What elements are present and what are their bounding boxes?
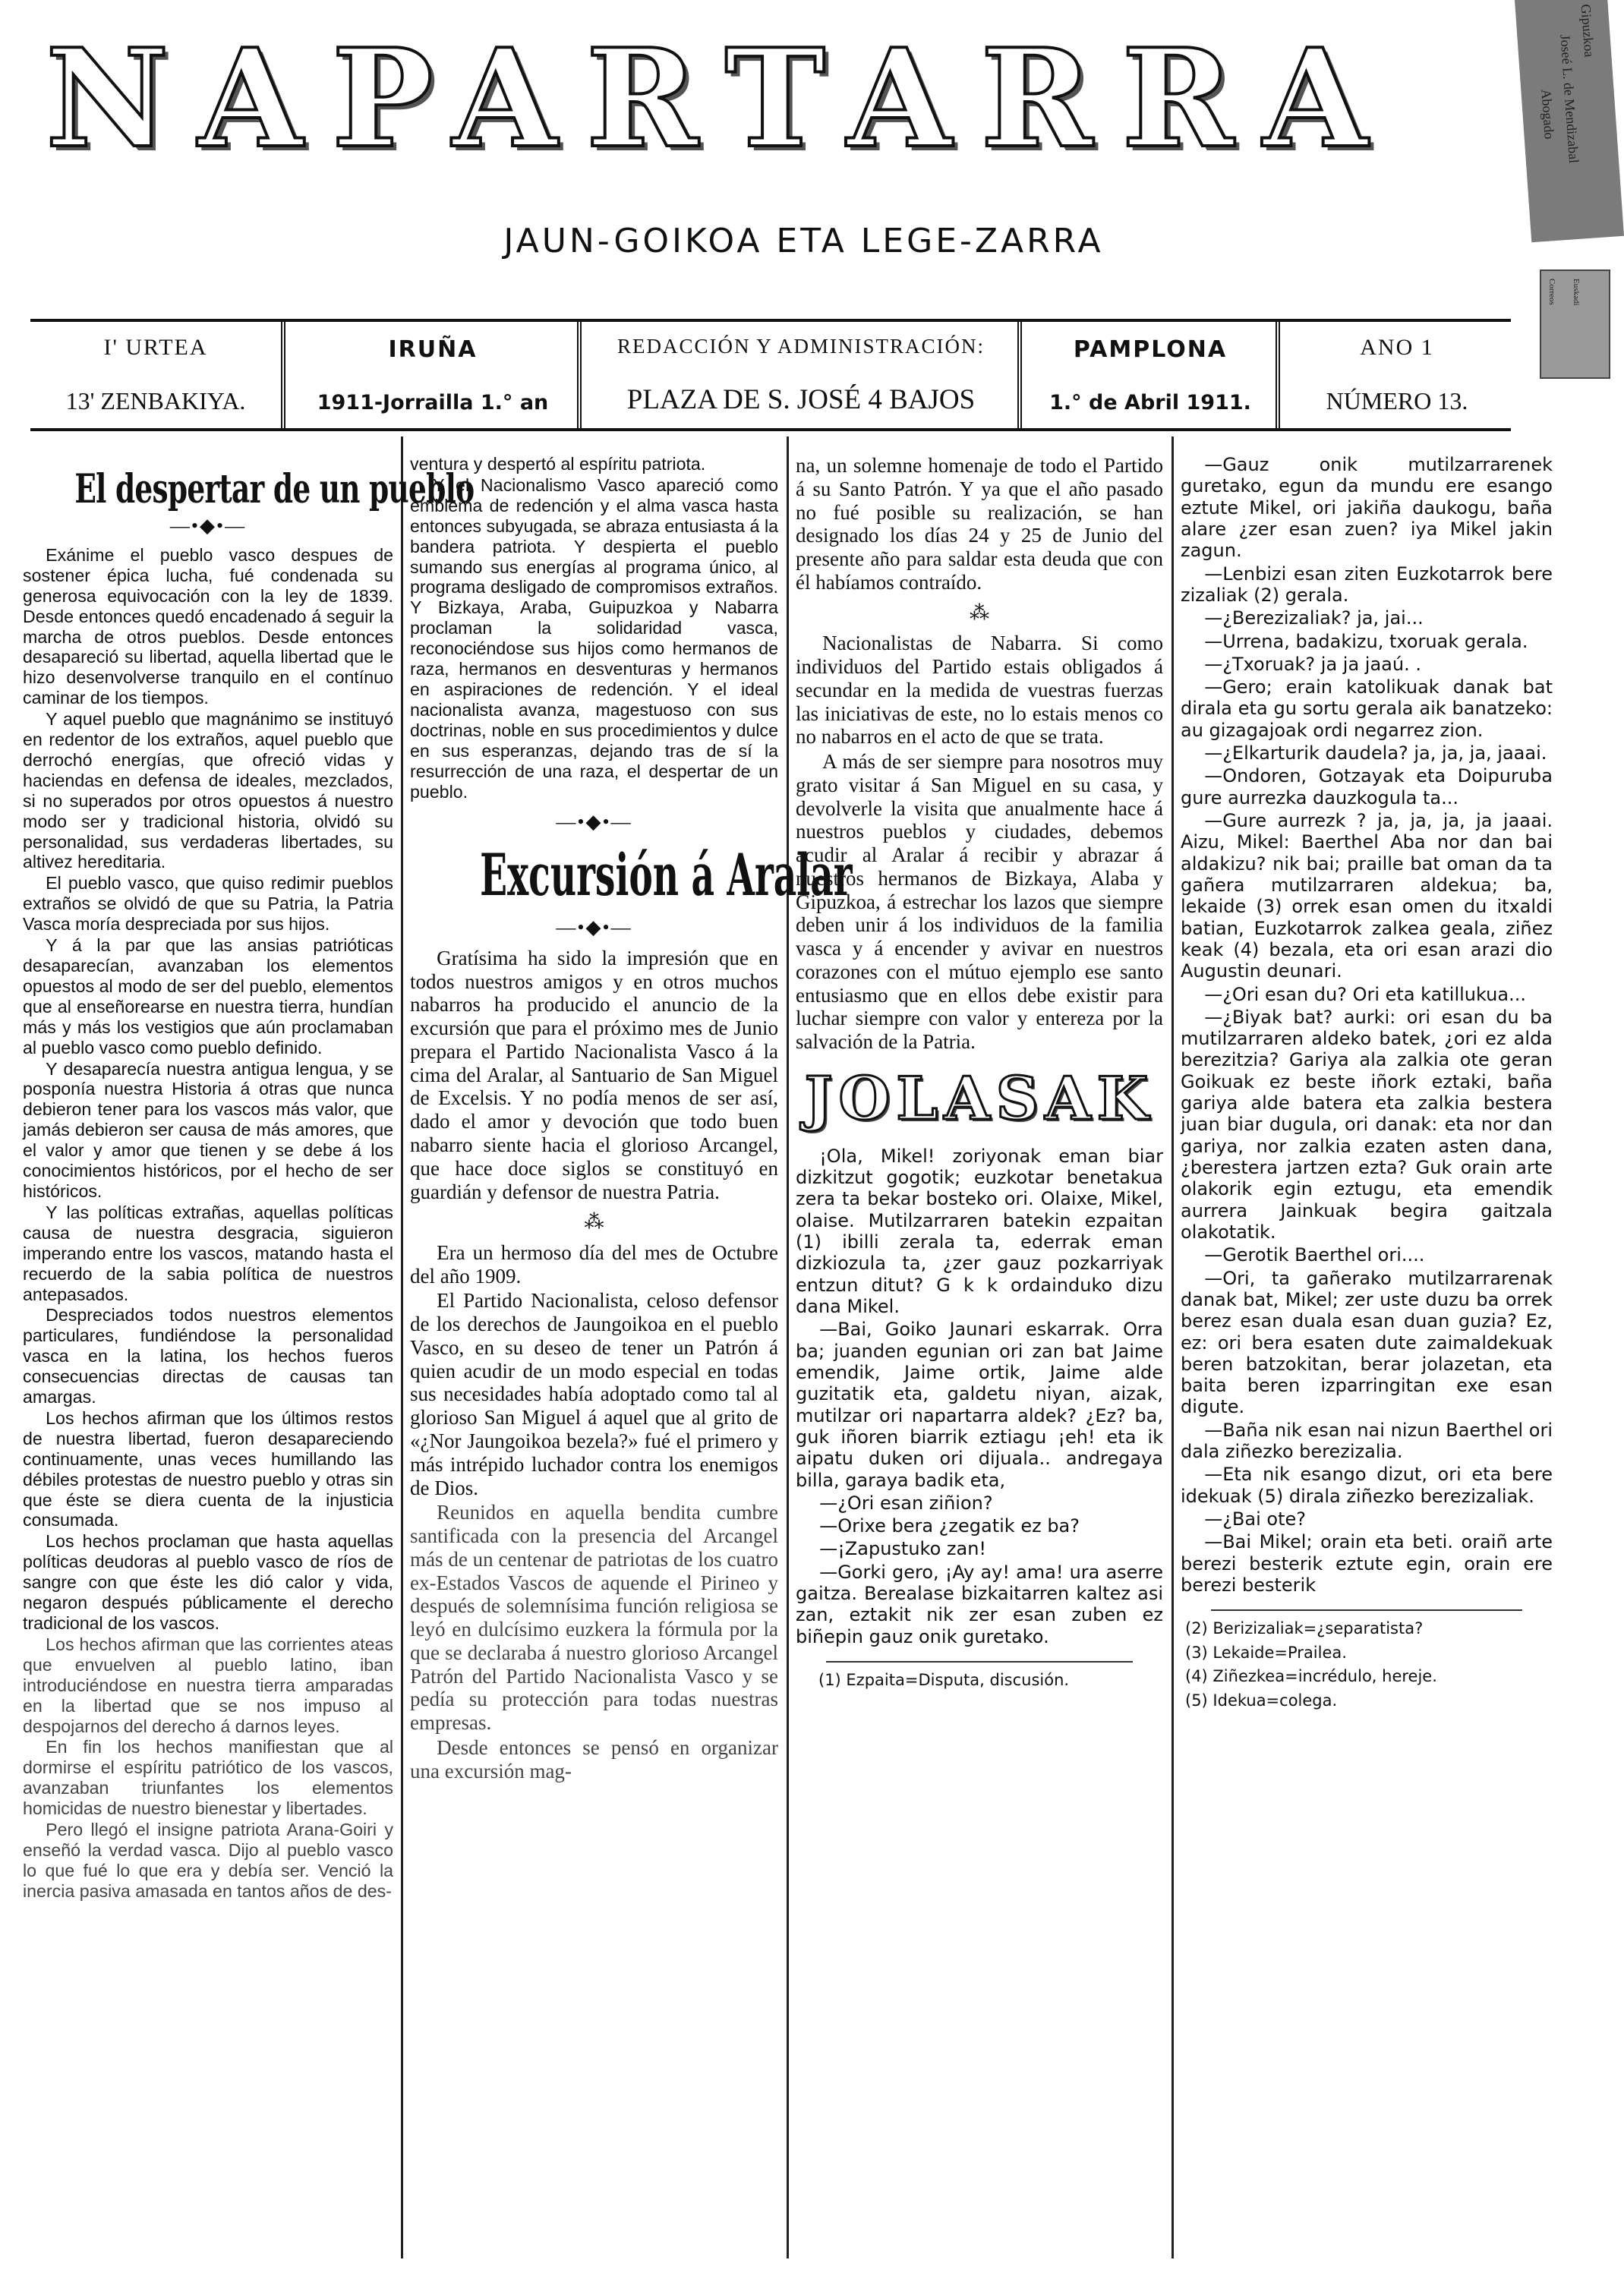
paragraph: na, un solemne homenaje de todo el Partido á su Santo Patrón. Y ya que el año pasado no fué posible su realización, se han designado los días 24 y 25 de Junio del presente año para saldar esta deuda que con él habíamos contraído. (796, 454, 1163, 594)
info-ano (1283, 322, 1511, 428)
paragraph: —Gero; erain katolikuak danak bat dirala eta gu sortu gerala aik banatzeko: au gizagajoak ordi negarrez zion. (1181, 676, 1553, 741)
paragraph: —¿Bai ote? (1204, 1508, 1306, 1530)
paragraph: —Gerotik Baerthel ori.... (1204, 1244, 1425, 1266)
paragraph: En fin los hechos manifiestan que al dormirse el espíritu patriótico de los vascos, avanzaban triunfantes los elementos homicidas de nuestro bienestar y libertades. (23, 1737, 393, 1819)
stamp-line-1: Gipuzkoa (1578, 3, 1597, 58)
address-label: PLAZA DE S. JOSÉ 4 BAJOS (626, 383, 976, 415)
footnote: (1) Ezpaita=Disputa, discusión. (818, 1671, 1070, 1689)
paragraph: —¿Ori esan du? Ori eta katillukua... (1204, 983, 1526, 1005)
newspaper-motto: JAUN-GOIKOA ETA LEGE-ZARRA (503, 222, 1104, 260)
iruna-date: 1911-Jorrailla 1.° an (317, 390, 549, 414)
stars-divider: ⁂ (970, 601, 989, 624)
pamplona-date: 1.° de Abril 1911. (1049, 390, 1251, 414)
paragraph: —Orixe bera ¿zegatik ez ba? (819, 1515, 1080, 1537)
article-headline-despertar: El despertar de un pueblo (74, 466, 475, 512)
paragraph: Los hechos proclaman que hasta aquellas políticas deudoras al pueblo vasco de ríos de sangre con que éste les dió calor y vida, negaron después públicamente el derecho tradicional de los vascos. (23, 1531, 393, 1633)
paragraph: A más de ser siempre para nosotros muy grato visitar á San Miguel en su casa, y devolverle la visita que anualmente hace á nuestros pueblos y ciudades, debemos acudir al Aralar á recibir y abrazar á nuestros hermanos de Bizkaya, Alaba y Gipuzkoa, á estrechar los lazos que siempre deben unir á los individuos de la familia vasca y á encender y avivar en nuestros corazones con el mútuo ejemplo ese santo entusiasmo que en ellos debe existir para luchar siempre con valor y entereza por la salvación de la Patria. (796, 750, 1163, 1054)
paragraph: Era un hermoso día del mes de Octubre del año 1909. (410, 1240, 778, 1288)
paragraph: —¿Biyak bat? aurki: ori esan du ba mutilzarraren aldeko batek, ¿ori ez alda berezitzia? Gariya ala zalkia ote geran Goikuak ez beste iñork eztaki, baña gariya alde batera eta zalkia bestera juan biar dugula, ori danak: eta nor dan gariya, nor zalkia ezaten asten dana, ¿berestera jartzen ezta? Guk orain arte olakorik egin eztugu, eta emendik aurrera Jainkuak begira gaitzala olakotatik. (1181, 1006, 1553, 1243)
paragraph: Nacionalistas de Nabarra. Si como individuos del Partido estais obligados á secundar en la medida de vuestras fuerzas las iniciativas de este, no lo estais menos co no nabarros en el acto de que se trata. (796, 632, 1163, 749)
ornament-divider: —•◆•— (556, 916, 632, 938)
footnote: (3) Lekaide=Prailea. (1185, 1643, 1347, 1662)
column-rule (787, 437, 789, 2258)
article-body-aralar (410, 947, 778, 1783)
info-pamplona (1025, 322, 1280, 428)
paragraph: —Bai, Goiko Jaunari eskarrak. Orra ba; juanden egunian ori zan bat Jaime emendik, Jaime ortik, Jaime alde guzitatik eta, galdetu niyan, aizak, mutilzar ori napartarra aldek? ¿Ez? ba, guk iñoren biarrik eztiagu ¡eh! eta ik aipatu duken ori dijuala.. andregaya billa, garaya badik eta, (796, 1319, 1163, 1491)
dialogue-continuation-jolasak (1181, 454, 1553, 1596)
paragraph: Y las políticas extrañas, aquellas políticas causa de nuestra desgracia, siguieron imperando entre los vascos, matando hasta el recuerdo de la sabia política de nuestros antepasados. (23, 1202, 393, 1304)
paragraph: Despreciados todos nuestros elementos particulares, fundiéndose la personalidad vasca en la latina, los hechos fueros consecuencias directas de causas tan amargas. (23, 1305, 393, 1407)
pamplona-label: PAMPLONA (1073, 336, 1228, 363)
dialogue-body-jolasak (796, 1146, 1163, 1647)
iruna-label: IRUÑA (388, 336, 478, 363)
paragraph: —Gorki gero, ¡Ay ay! ama! ura aserre gaitza. Berealase bizkaitarren kaltez asi zan, eztakit nik zer esan zuben ez biñepin gauz onik guretako. (796, 1561, 1163, 1647)
footnote: (5) Idekua=colega. (1185, 1691, 1338, 1710)
numero-label: NÚMERO 13. (1326, 386, 1468, 414)
column-3 (796, 454, 1163, 2246)
footnote-rule (1211, 1609, 1522, 1611)
info-urtea (30, 322, 285, 428)
paragraph: Los hechos afirman que los últimos restos de nuestra libertad, fueron desapareciendo continuamente, unas veces humillando las débiles protestas de nuestro pueblo y otras sin que éste se diera cuenta de la injusticia consumada. (23, 1407, 393, 1530)
small-stamp-line-1: Correos (1547, 279, 1556, 305)
article-body-despertar (23, 545, 393, 1902)
paragraph: —Gauz onik mutilzarrarenek guretako, egun da mundu ere esango eztute Mikel, ori jakiña daukogu, baña alare ¿zer esan zuen? iya Mikel jakin zagun. (1181, 454, 1553, 562)
paragraph: —Eta nik esango dizut, ori eta bere idekuak (5) dirala ziñezko berezizaliak. (1181, 1464, 1553, 1507)
paragraph: ventura y despertó al espíritu patriota. (410, 454, 706, 474)
paragraph: Reunidos en aquella bendita cumbre santificada con la presencia del Arcangel más de un centenar de patriotas de los cuatro ex-Estados Vascos de aquende el Pirineo y después de solemnísima función religiosa se leyó en dulcísimo euzkera la fórmula por la que se declaraba á nuestro glorioso Arcangel Patrón del Partido Nacionalista Vasco y se pedía su protección para todas nuestras empresas. (410, 1501, 778, 1735)
paragraph: —Urrena, badakizu, txoruak gerala. (1204, 630, 1528, 652)
paragraph: —¿Elkarturik daudela? ja, ja, ja, jaaai. (1204, 742, 1547, 764)
ano-label: ANO 1 (1360, 335, 1434, 361)
urtea-label: I' URTEA (103, 335, 208, 361)
info-iruna (289, 322, 582, 428)
paragraph: Y desaparecía nuestra antigua lengua, y se posponía nuestra Historia á otras que nunca debieron tener para los vascos más valor, que jamás debieron ser causa de más amores, que el valor y amor que tienen y se debe á los conocimientos históricos, por el hecho de ser históricos. (23, 1058, 393, 1201)
paragraph: ¡Ola, Mikel! zoriyonak eman biar dizkitzut gogotik; euzkotar benetakua zera ta bekar bosteko ori. Olaixe, Mikel, olaise. Mutilzarraren batekin ezpaitan (1) ibilli zerala ta, ederrak eman dizkiozula ta, ¿zer gauz pozkarriyak entzun ditut? G k k ordainduko dizu dana Mikel. (796, 1145, 1163, 1317)
paragraph: Y el Nacionalismo Vasco apareció como emblema de redención y el alma vasca hasta entonces subyugada, se abraza entusiasta á la bandera patriota. Y despierta el pueblo sumando sus energías al programa único, al programa desligado de compromisos extraños. Y Bizkaya, Araba, Guipuzkoa y Nabarra proclaman la solidaridad vasca, reconociéndose sus hijos como hermanos de raza, hermanos en desventuras y hermanos en aspiraciones de redención. Y el ideal nacionalista avanza, magestuoso con sus doctrinas, noble en sus procedimientos y dulce en sus esperanzas, dejando tras de sí la resurrección de una raza, el despertar de un pueblo. (410, 474, 778, 802)
footnote: (2) Berizizaliak=¿separatista? (1185, 1619, 1424, 1638)
footnotes-list (1181, 1617, 1553, 1713)
stars-divider: ⁂ (584, 1211, 604, 1234)
paragraph: Gratísima ha sido la impresión que en todos nuestros amigos y en otros muchos nabarros ha producido el anuncio de la excursión que para el próximo mes de Junio prepara el Partido Nacionalista Vasco á la cima del Aralar, al Santuario de San Miguel de Excelsis. Y no podía menos de ser así, dado el amor y devoción que todo buen nabarro siente hacia el glorioso Arcangel, que hace doce siglos se constituyó en guardián y defensor de nuestra Patria. (410, 946, 778, 1203)
paragraph: —Baña nik esan nai nizun Baerthel ori dala ziñezko berezizalia. (1181, 1419, 1553, 1463)
column-2 (410, 454, 853, 2246)
paragraph: —¿Berezizaliak? ja, jai... (1204, 607, 1424, 629)
zenbakiya-label: 13' ZENBAKIYA. (65, 386, 246, 414)
article-continuation-despertar (410, 454, 778, 802)
article-continuation-aralar (796, 454, 1163, 1054)
column-1 (23, 454, 475, 2246)
column-rule (1171, 437, 1174, 2258)
paragraph: Y á la par que las ansias patrióticas desaparecían, avanzaban los elementos opuestos al modo de ser del pueblo, elementos que al enseñorearse en nuestra tierra, hundían más y más los vestigios que aún proclamaban al pueblo vasco como pueblo definido. (23, 935, 393, 1057)
small-stamp-line-2: Euskadi (1572, 279, 1581, 306)
stamp-line-2: Joseé L. de Mendizabal (1557, 33, 1582, 164)
section-headline-jolasak: JOLASAK (804, 1064, 1155, 1133)
footnote: (4) Ziñezkea=incrédulo, hereje. (1185, 1667, 1437, 1686)
column-4 (1181, 454, 1553, 2246)
article-headline-aralar: Excursión á Aralar (480, 841, 853, 909)
paragraph: Pero llegó el insigne patriota Arana-Goiri y enseñó la verdad vasca. Dijo al pueblo vasco lo que fué lo que era y debía ser. Venció la inercia pasiva amasada en tantos años de des- (23, 1820, 393, 1901)
paragraph: —¿Ori esan ziñion? (819, 1492, 993, 1514)
newspaper-title: NAPARTARRA (46, 19, 1397, 178)
postal-stamp (1515, 0, 1624, 242)
paragraph: —¿Txoruak? ja ja jaaú. . (1204, 653, 1421, 675)
info-redaccion (585, 322, 1022, 428)
ornament-divider: —•◆•— (556, 811, 632, 834)
paragraph: —Bai Mikel; orain eta beti. oraiñ arte berezi besterik eztute egin, orain ere berezi besterik (1181, 1531, 1553, 1596)
redaccion-label: REDACCIÓN Y ADMINISTRACIÓN: (616, 334, 985, 358)
paragraph: —¡Zapustuko zan! (819, 1538, 987, 1560)
paragraph: Desde entonces se pensó en organizar una excursión mag- (410, 1735, 778, 1782)
masthead (46, 19, 1465, 178)
ornament-divider: —•◆•— (169, 514, 247, 537)
paragraph: Los hechos afirman que las corrientes ateas que envuelven al pueblo latino, iban introduciéndose en nuestra tierra amparadas en la libertad que se nos impuso al despojarnos del derecho á darnos leyes. (23, 1634, 393, 1736)
paragraph: —Ori, ta gañerako mutilzarrarenak danak bat, Mikel; zer uste duzu ba orrek berez esan duala esan duan guzia? Ez, ez: ori bera esaten dute zaimaldekuak beren batzokitan, berar jolazetan, eta baita beren izparringitan exe esan digute. (1181, 1267, 1553, 1418)
paragraph: El pueblo vasco, que quiso redimir pueblos extraños se olvidó de que su Patria, la Patria Vasca moría despreciada por sus hijos. (23, 873, 393, 935)
paragraph: —Ondoren, Gotzayak eta Doipuruba gure aurrezka dauzkogula ta... (1181, 765, 1553, 808)
small-stamp (1540, 269, 1610, 379)
paragraph: Y aquel pueblo que magnánimo se instituyó en redentor de los extraños, aquel pueblo que derrochó energías, que ofreció vidas y haciendas en defensa de ideales, mezclados, si no superados por otros opuestos á nuestro modo ser y tradicional historia, olvidó su personalidad, sus verdaderas libertades, su altivez hereditaria. (23, 709, 393, 872)
info-bar (30, 319, 1511, 431)
paragraph: —Lenbizi esan ziten Euzkotarrok bere zizaliak (2) gerala. (1181, 563, 1553, 606)
column-rule (401, 437, 403, 2258)
paragraph: El Partido Nacionalista, celoso defensor de los derechos de Jaungoikoa en el pueblo Vasco, en su deseo de tener un Patrón á quien acudir de un modo especial en todas sus necesidades había adoptado como tal al glorioso San Miguel á aquel que al grito de «¿Nor Jaungoikoa bezela?» fué el primero y más intrépido luchador contra los enemigos de Dios. (410, 1289, 778, 1499)
paragraph: Exánime el pueblo vasco despues de sostener épica lucha, fué condenada su generosa equivocación con la ley de 1839. Desde entonces quedó encadenado á seguir la marcha de otros pueblos. Desde entonces desapareció su libertad, aquella libertad que le hizo desenvolverse tranquilo en el contínuo caminar de los tiempos. (23, 544, 393, 708)
stamp-line-3: Abogado (1538, 88, 1557, 140)
footnote-rule (826, 1661, 1133, 1663)
paragraph: —Gure aurrezk ? ja, ja, ja, ja jaaai. Aizu, Mikel: Baerthel Aba nor dan bai aldakizu? nik bai; praille bat oman da ta gañera mutilzarraren aldekua; ba, lekaide (3) orrek esan omen du itxaldi batian, Euzkotarrok zalkea geala, ziñez keak (4) bezala, eta ori esan arazi dio Augustin deunari. (1181, 810, 1553, 982)
